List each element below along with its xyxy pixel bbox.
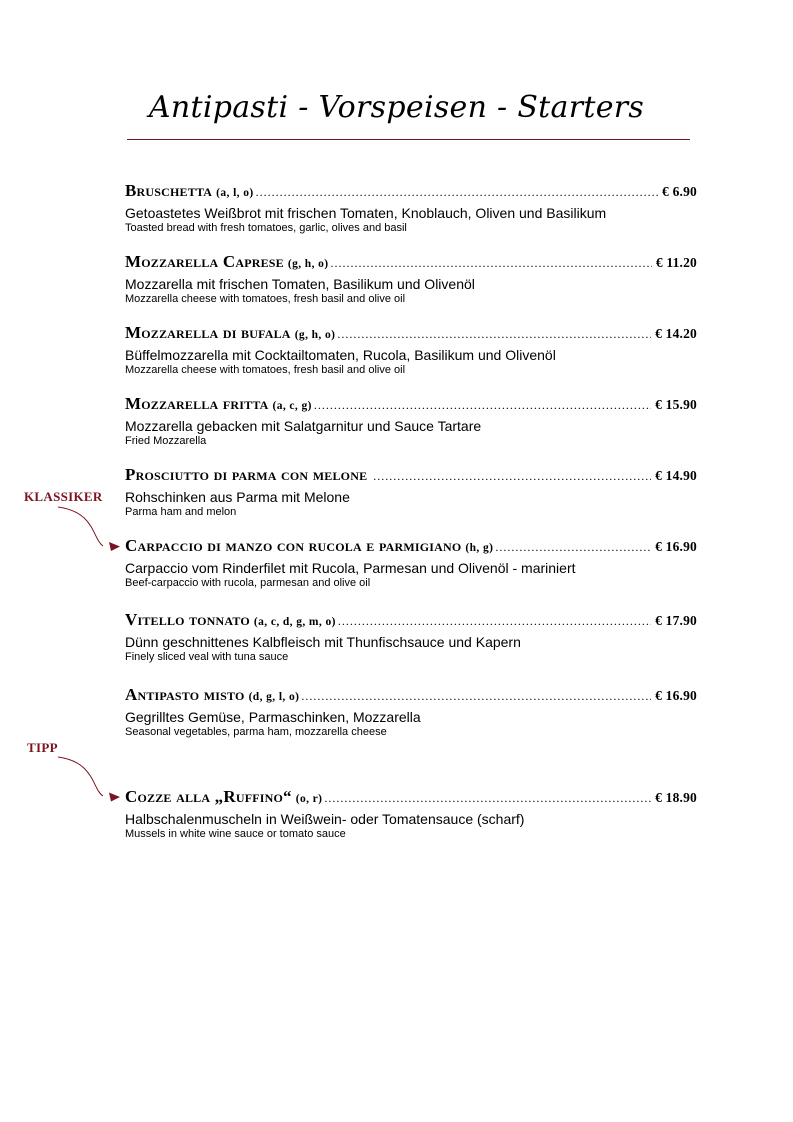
item-name: Bruschetta <box>125 181 213 200</box>
item-description-en: Fried Mozzarella <box>125 435 207 447</box>
item-name: Vitello tonnato <box>125 610 250 629</box>
item-description-de: Mozzarella mit frischen Tomaten, Basilikum und Olivenöl <box>125 276 475 292</box>
item-price: € 16.90 <box>655 539 697 554</box>
item-name: Mozzarella Caprese <box>125 252 284 271</box>
item-description-de: Rohschinken aus Parma mit Melone <box>125 489 350 505</box>
item-name: Antipasto misto <box>125 685 245 704</box>
item-name: Cozze alla „Ruffino“ <box>125 787 292 806</box>
item-description-de: Carpaccio vom Rinderfilet mit Rucola, Parmesan und Olivenöl - mariniert <box>125 560 576 576</box>
item-allergens: (g, h, o) <box>287 258 329 270</box>
item-allergens: (h, g) <box>465 542 494 554</box>
item-description-de: Mozzarella gebacken mit Salatgarnitur und Sauce Tartare <box>125 418 482 434</box>
item-price: € 18.90 <box>655 790 697 805</box>
item-allergens: (a, l, o) <box>216 187 254 199</box>
item-price: € 14.90 <box>655 468 697 483</box>
tipp-tag: TIPP <box>27 740 58 755</box>
klassiker-tag: KLASSIKER <box>24 489 103 504</box>
item-description-en: Mussels in white wine sauce or tomato sauce <box>125 828 346 840</box>
item-description-de: Dünn geschnittenes Kalbfleisch mit Thunfischsauce und Kapern <box>125 634 521 650</box>
item-allergens: (g, h, o) <box>294 329 336 341</box>
item-name: Prosciutto di parma con melone <box>125 465 368 484</box>
item-price: € 17.90 <box>655 613 697 628</box>
item-description-de: Gegrilltes Gemüse, Parmaschinken, Mozzarella <box>125 709 421 725</box>
item-price: € 14.20 <box>655 326 697 341</box>
item-description-en: Finely sliced veal with tuna sauce <box>125 651 289 663</box>
item-name: Mozzarella di bufala <box>125 323 291 342</box>
item-name: Mozzarella fritta <box>125 394 269 413</box>
item-description-en: Parma ham and melon <box>125 506 237 518</box>
item-description-en: Seasonal vegetables, parma ham, mozzarella cheese <box>125 726 387 738</box>
item-price: € 11.20 <box>655 255 697 270</box>
item-allergens: (a, c, g) <box>272 400 312 412</box>
item-description-en: Mozzarella cheese with tomatoes, fresh basil and olive oil <box>125 293 406 305</box>
item-allergens: (d, g, l, o) <box>248 691 300 703</box>
item-allergens: (o, r) <box>295 793 323 805</box>
page-title: Antipasti - Vorspeisen - Starters <box>148 90 645 125</box>
item-description-en: Mozzarella cheese with tomatoes, fresh basil and olive oil <box>125 364 406 376</box>
item-description-en: Toasted bread with fresh tomatoes, garlic, olives and basil <box>125 222 407 234</box>
item-price: € 6.90 <box>662 184 697 199</box>
item-description-de: Büffelmozzarella mit Cocktailtomaten, Rucola, Basilikum und Olivenöl <box>125 347 556 363</box>
item-price: € 16.90 <box>655 688 697 703</box>
item-price: € 15.90 <box>655 397 697 412</box>
item-description-de: Halbschalenmuscheln in Weißwein- oder Tomatensauce (scharf) <box>125 811 525 827</box>
item-description-en: Beef-carpaccio with rucola, parmesan and olive oil <box>125 577 371 589</box>
item-description-de: Getoastetes Weißbrot mit frischen Tomaten, Knoblauch, Oliven und Basilikum <box>125 205 607 221</box>
item-name: Carpaccio di manzo con rucola e parmigiano <box>125 536 462 555</box>
item-allergens: (a, c, d, g, m, o) <box>253 616 336 628</box>
